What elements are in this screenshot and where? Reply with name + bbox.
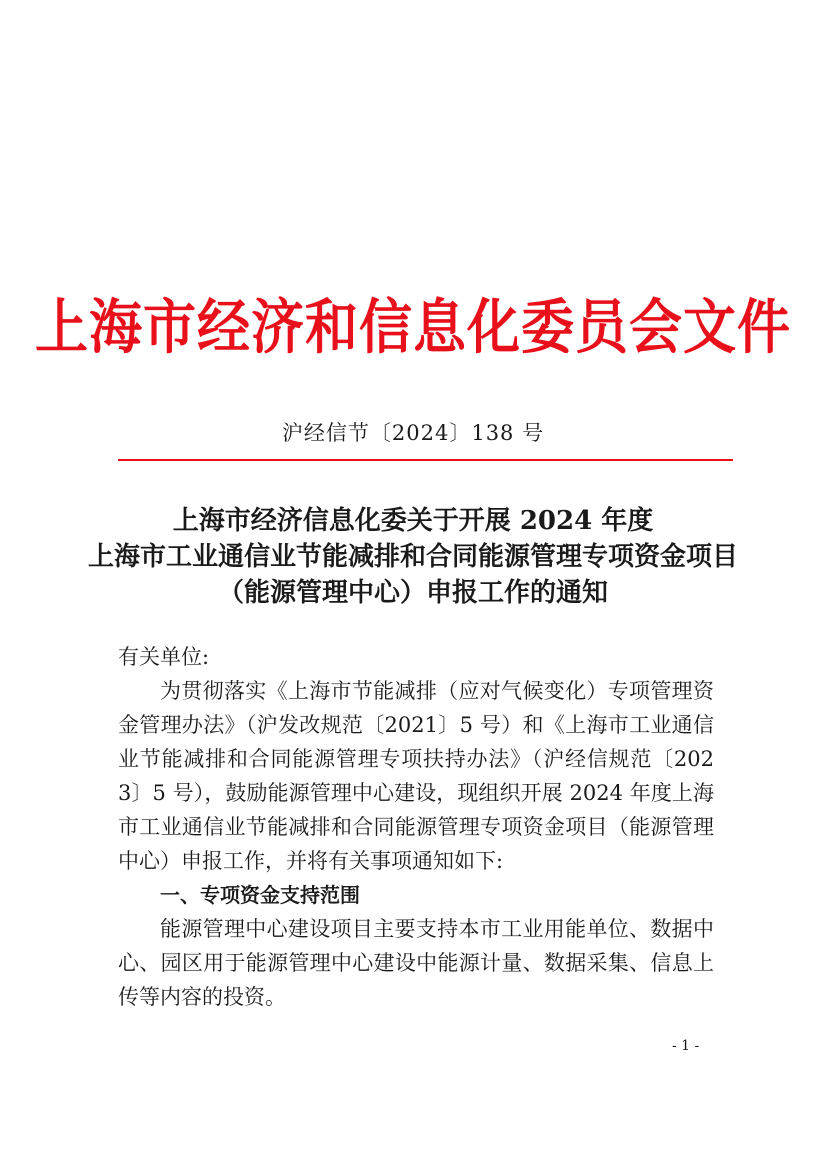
notice-title-line-2: 上海市工业通信业节能减排和合同能源管理专项资金项目 xyxy=(87,542,738,572)
issuer-header-title: 上海市经济和信息化委员会文件 xyxy=(35,292,791,363)
section-1-paragraph: 能源管理中心建设项目主要支持本市工业用能单位、数据中心、园区用于能源管理中心建设中能源计量、数据采集、信息上传等内容的投资。 xyxy=(118,917,714,1009)
salutation: 有关单位: xyxy=(118,645,210,669)
red-separator-line xyxy=(118,459,733,461)
document-number: 沪经信节〔2024〕138 号 xyxy=(281,421,545,445)
page-number: - 1 - xyxy=(672,1038,700,1054)
intro-paragraph: 为贯彻落实《上海市节能减排（应对气候变化）专项管理资金管理办法》（沪发改规范〔2021〕5 号）和《上海市工业通信业节能减排和合同能源管理专项扶持办法》（沪经信规范〔2023〕5 号），鼓励能源管理中心建设，现组织开展 2024 年度上海市工业通信业节能减排和合同能源管理专项资金项目（能源管理中心）申报工作，并将有关事项通知如下: xyxy=(118,679,714,873)
section-1-heading: 一、专项资金支持范围 xyxy=(160,883,360,907)
notice-body xyxy=(118,640,714,1014)
notice-title xyxy=(0,503,826,611)
notice-title-line-1: 上海市经济信息化委关于开展 2024 年度 xyxy=(172,506,654,536)
notice-title-line-3: （能源管理中心）申报工作的通知 xyxy=(217,578,608,608)
